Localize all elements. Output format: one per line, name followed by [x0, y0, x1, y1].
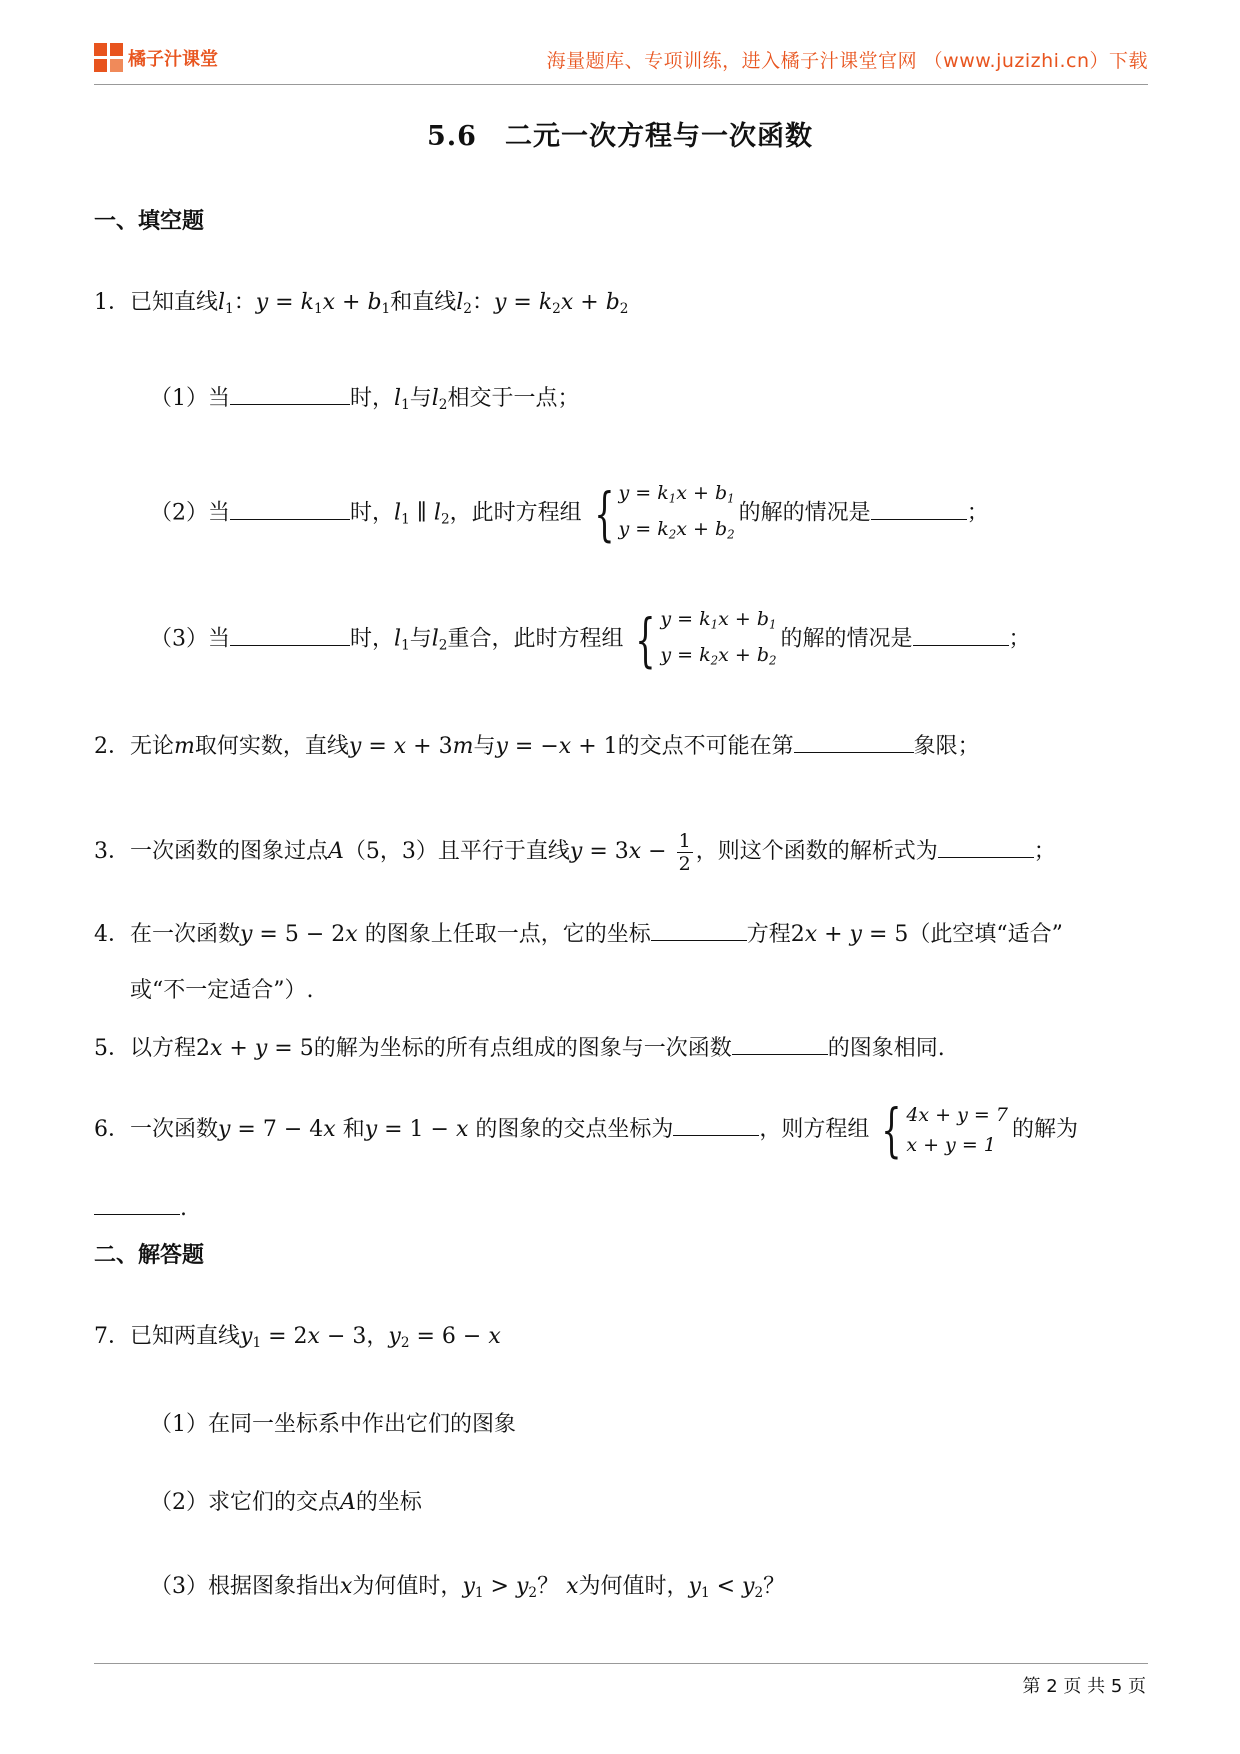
page-header [94, 38, 1148, 85]
question-1-3: （3）当 时，$l_1$与$l_2$重合，此时方程组 { $y = k_1x + b_1$ $y = k_2x + b_2$ 的解的情况是 ； [150, 605, 1031, 674]
question-2: 2．无论m取何实数，直线y = x + 3m与y = −x + 1的交点不可能在第 象限； [94, 730, 980, 762]
question-5: 5．以方程2x + y = 5的解为坐标的所有点组成的图象与一次函数 的图象相同. [94, 1032, 945, 1064]
question-7-2: （2）求它们的交点A的坐标 [150, 1490, 422, 1515]
page-number: 第 2 页 共 5 页 [1022, 1676, 1146, 1697]
question-7: 7．已知两直线$y_1 = 2x - 3$，$y_2 = 6 - x$ [94, 1324, 501, 1352]
section-fill-in: 一、填空题 [94, 208, 205, 234]
section-answer: 二、解答题 [94, 1242, 205, 1268]
answer-blank[interactable] [94, 1192, 180, 1215]
logo [94, 42, 218, 74]
question-4: 4．在一次函数y = 5 − 2x 的图象上任取一点，它的坐标 方程2x + y = 5（此空填“适合” [94, 918, 1063, 950]
question-1-1: （1）当 时，$l_1$与$l_2$相交于一点； [150, 382, 579, 420]
equation-system: { $y = k_1x + b_1$ $y = k_2x + b_2$ [635, 605, 777, 674]
answer-blank[interactable] [913, 623, 1009, 646]
answer-blank[interactable] [230, 497, 350, 520]
answer-blank[interactable] [938, 835, 1034, 858]
question-6: 6．一次函数y = 7 − 4x 和y = 1 − x 的图象的交点坐标为 ，则方程组 { 4x + y = 7 x + y = 1 的解为 [94, 1096, 1078, 1164]
question-3: 3．一次函数的图象过点A（5，3）且平行于直线y = 3x − $\frac{1}{2}$ ，则这个函数的解析式为 ； [94, 829, 1056, 875]
question-1-2: （2）当 时，$l_1$ ∥ $l_2$，此时方程组 { $y = k_1x + b_1$ $y = k_2x + b_2$ 的解的情况是 ； [150, 479, 989, 548]
answer-blank[interactable] [871, 497, 967, 520]
question-7-3: （3）根据图象指出x为何值时，$y_1 > y_2$？ x为何值时，$y_1 < y_2$？ [150, 1574, 786, 1602]
answer-blank[interactable] [230, 382, 350, 405]
question-6-cont: . [94, 1192, 187, 1224]
question-7-1: （1）在同一坐标系中作出它们的图象 [150, 1412, 516, 1437]
answer-blank[interactable] [673, 1113, 759, 1136]
logo-mark-icon [94, 43, 124, 73]
equation-system: { $y = k_1x + b_1$ $y = k_2x + b_2$ [593, 479, 735, 548]
question-4-cont: 或“不一定适合”）. [130, 978, 314, 1003]
footer-divider [94, 1663, 1148, 1664]
page-title: 5.6 二元一次方程与一次函数 [427, 121, 813, 152]
answer-blank[interactable] [230, 623, 350, 646]
logo-text: 橘子汁课堂 [128, 49, 218, 70]
answer-blank[interactable] [732, 1032, 828, 1055]
header-slogan: 海量题库、专项训练，进入橘子汁课堂官网 （www.juzizhi.cn）下载 [546, 50, 1148, 72]
answer-blank[interactable] [794, 730, 914, 753]
equation-system: { 4x + y = 7 x + y = 1 [881, 1096, 1008, 1164]
question-1: 1．已知直线$l_1$：$y = k_1x + b_1$和直线$l_2$：$y = k_2x + b_2$ [94, 290, 629, 318]
answer-blank[interactable] [651, 918, 747, 941]
